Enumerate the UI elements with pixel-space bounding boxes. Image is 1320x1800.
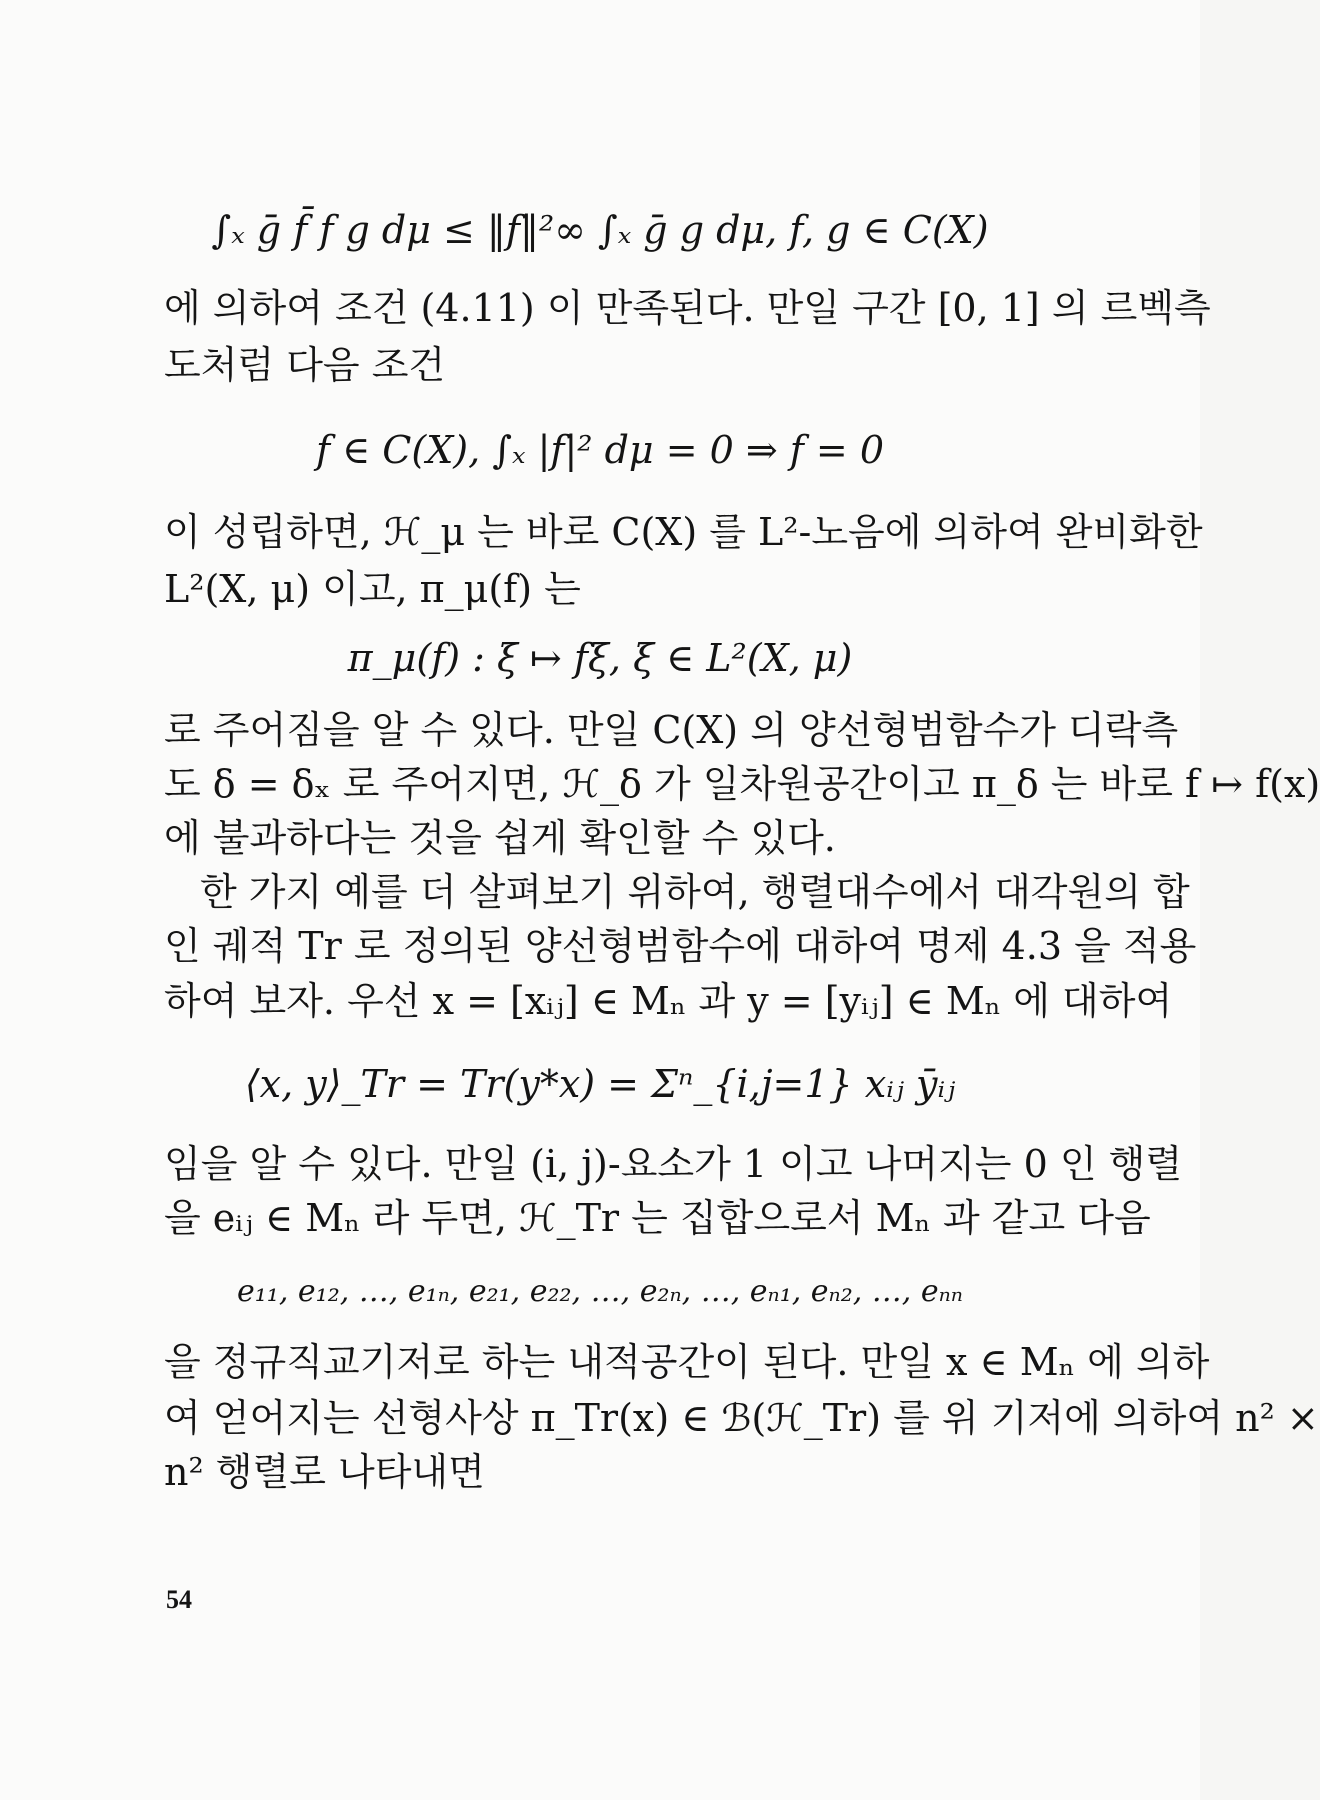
paragraph-line: 도처럼 다음 조건 bbox=[164, 343, 446, 387]
paragraph-line: 을 eᵢⱼ ∈ Mₙ 라 두면, ℋ_Tr 는 집합으로서 Mₙ 과 같고 다음 bbox=[164, 1196, 1151, 1240]
equation-4: ⟨x, y⟩_Tr = Tr(y*x) = Σⁿ_{i,j=1} xᵢⱼ ȳᵢⱼ bbox=[244, 1062, 956, 1106]
equation-3: π_μ(f) : ξ ↦ fξ, ξ ∈ L²(X, μ) bbox=[347, 636, 853, 680]
paragraph-line: 한 가지 예를 더 살펴보기 위하여, 행렬대수에서 대각원의 합 bbox=[200, 870, 1190, 914]
paragraph-line: 이 성립하면, ℋ_μ 는 바로 C(X) 를 L²-노음에 의하여 완비화한 bbox=[164, 510, 1203, 554]
equation-1: ∫ₓ ḡ f̄ f g dμ ≤ ‖f‖²∞ ∫ₓ ḡ g dμ, f, g ∈ C(X) bbox=[211, 208, 989, 252]
paragraph-line: 인 궤적 Tr 로 정의된 양선형범함수에 대하여 명제 4.3 을 적용 bbox=[164, 924, 1197, 968]
paragraph-line: 여 얻어지는 선형사상 π_Tr(x) ∈ ℬ(ℋ_Tr) 를 위 기저에 의하여 n² × bbox=[164, 1396, 1319, 1440]
paragraph-line: 에 의하여 조건 (4.11) 이 만족된다. 만일 구간 [0, 1] 의 르벡측 bbox=[164, 286, 1211, 330]
page-number: 54 bbox=[166, 1585, 192, 1614]
paragraph-line: L²(X, μ) 이고, π_μ(f) 는 bbox=[164, 567, 581, 611]
paragraph-line: 을 정규직교기저로 하는 내적공간이 된다. 만일 x ∈ Mₙ 에 의하 bbox=[164, 1340, 1210, 1384]
paragraph-line: 임을 알 수 있다. 만일 (i, j)-요소가 1 이고 나머지는 0 인 행렬 bbox=[164, 1142, 1183, 1186]
paragraph-line: 에 불과하다는 것을 쉽게 확인할 수 있다. bbox=[164, 816, 836, 860]
paragraph-line: 하여 보자. 우선 x = [xᵢⱼ] ∈ Mₙ 과 y = [yᵢⱼ] ∈ Mₙ 에 대하여 bbox=[164, 979, 1173, 1023]
paragraph-line: 로 주어짐을 알 수 있다. 만일 C(X) 의 양선형범함수가 디락측 bbox=[164, 708, 1179, 752]
paragraph-line: n² 행렬로 나타내면 bbox=[164, 1450, 485, 1494]
equation-2: f ∈ C(X), ∫ₓ |f|² dμ = 0 ⇒ f = 0 bbox=[315, 428, 885, 472]
equation-5: e₁₁, e₁₂, …, e₁ₙ, e₂₁, e₂₂, …, e₂ₙ, …, eₙ₁, eₙ₂, …, eₙₙ bbox=[237, 1274, 963, 1309]
paragraph-line: 도 δ = δₓ 로 주어지면, ℋ_δ 가 일차원공간이고 π_δ 는 바로 f ↦ f(x) bbox=[164, 762, 1320, 806]
